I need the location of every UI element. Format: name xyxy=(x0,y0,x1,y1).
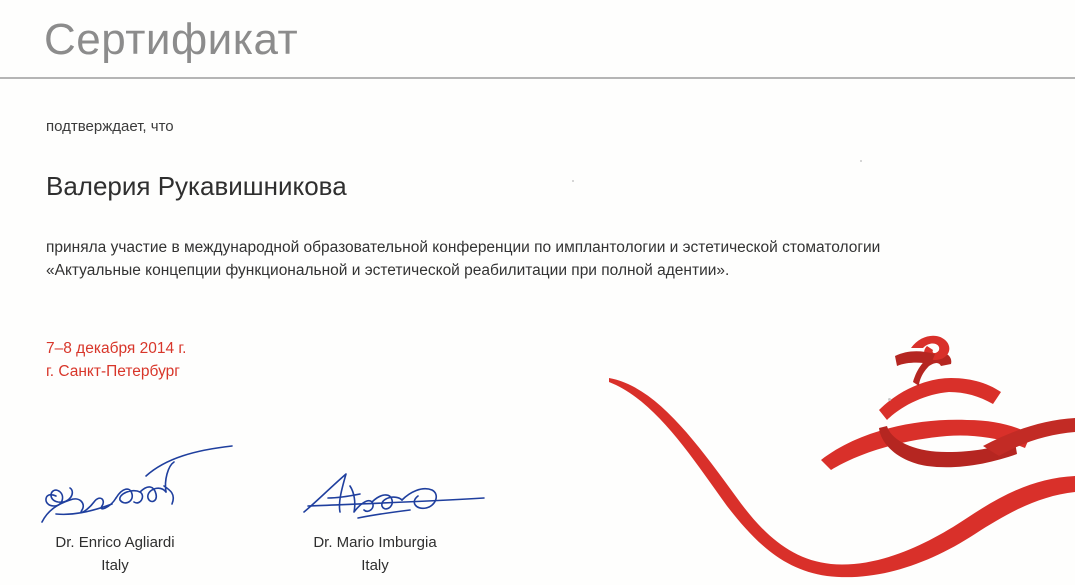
participation-line-2: «Актуальные концепции функциональной и эстетической реабилитации при полной адентии». xyxy=(46,262,730,279)
event-info xyxy=(46,337,186,383)
signature-imburgia xyxy=(298,468,490,526)
scan-speck xyxy=(888,398,891,401)
participation-line-1: приняла участие в международной образовательной конференции по имплантологии и эстетической стоматологии xyxy=(46,239,881,256)
confirms-text: подтверждает, что xyxy=(46,118,174,135)
certificate-title: Сертификат xyxy=(44,15,299,64)
signature-agliardi xyxy=(36,440,236,532)
signer-country: Italy xyxy=(361,557,389,574)
participation-text xyxy=(46,236,1066,282)
signer-name: Dr. Enrico Agliardi xyxy=(55,534,175,551)
title-divider xyxy=(0,77,1075,79)
scan-speck xyxy=(860,160,862,162)
signer-imburgia xyxy=(295,531,455,577)
signer-agliardi xyxy=(30,531,200,577)
event-city: г. Санкт-Петербург xyxy=(46,363,180,380)
event-date: 7–8 декабря 2014 г. xyxy=(46,340,187,357)
scan-speck xyxy=(572,180,574,182)
ribbon-tree-decoration xyxy=(595,320,1075,585)
signer-country: Italy xyxy=(101,557,129,574)
signer-name: Dr. Mario Imburgia xyxy=(313,534,437,551)
recipient-name: Валерия Рукавишникова xyxy=(46,171,347,201)
